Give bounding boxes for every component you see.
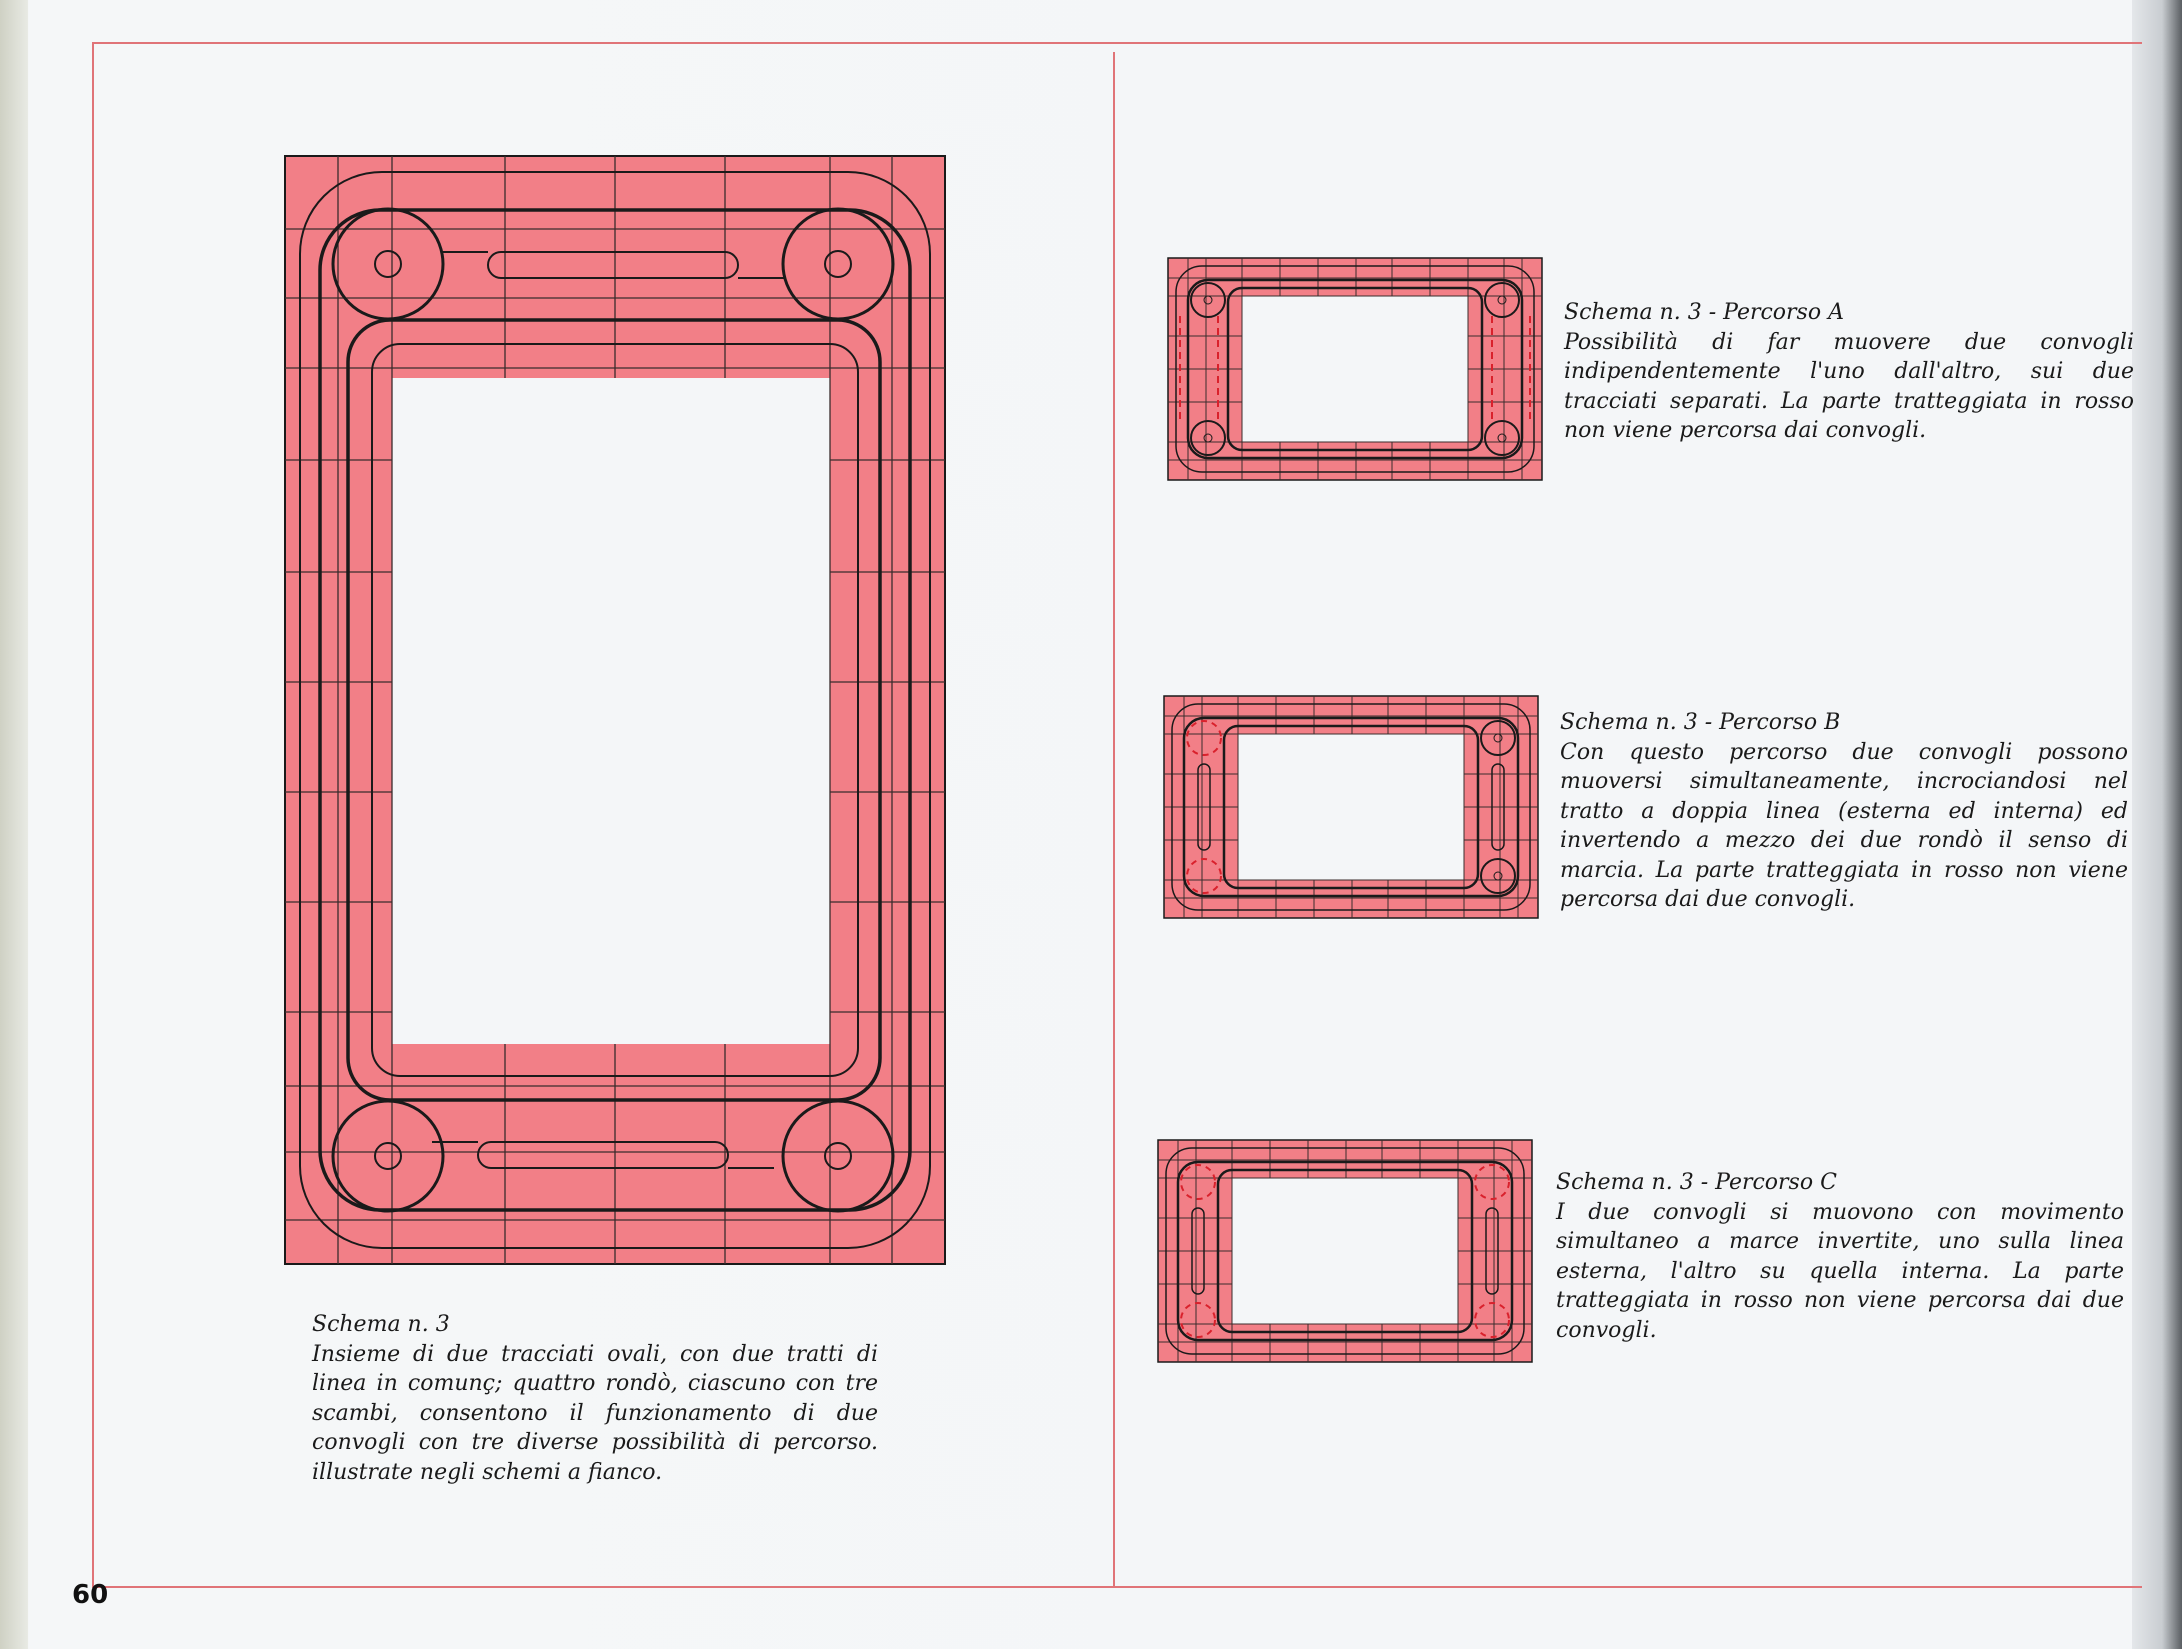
frame-bottom-line — [92, 1586, 2142, 1588]
caption-c-title: Schema n. 3 - Percorso C — [1556, 1170, 1837, 1195]
page-number: 60 — [72, 1580, 109, 1610]
caption-b-body: Con questo percorso due convogli possono muoversi simultaneamente, incrociandosi nel tratto a doppia linea (esterna ed interna) ed invertendo a mezzo dei due rondò il senso di marcia. La parte tratteggiata in rosso non viene percorsa dai due convogli. — [1560, 739, 2128, 912]
frame-left-line — [92, 42, 94, 1588]
frame-top-line — [92, 42, 2142, 44]
main-caption-body: Insieme di due tracciati ovali, con due tratti di linea in comunç; quattro rondò, ciascuno con tre scambi, consentono il funzionamento di due convogli con tre diverse possibilità di percorso. illustrate negli schemi a fianco. — [312, 1341, 878, 1485]
board-center-hole — [392, 378, 830, 1044]
caption-c-body: I due convogli si muovono con movimento simultaneo a marce invertite, uno sulla linea esterna, l'altro su quella interna. La parte tratteggiata in rosso non viene percorsa dai due convogli. — [1556, 1199, 2124, 1343]
caption-a-body: Possibilità di far muovere due convogli indipendentemente l'uno dall'altro, sui due tracciati separati. La parte tratteggiata in rosso non viene percorsa dai convogli. — [1564, 329, 2134, 443]
caption-a-title: Schema n. 3 - Percorso A — [1564, 300, 1844, 325]
caption-percorso-a — [1564, 298, 2134, 446]
diagram-percorso-a — [1166, 256, 1544, 482]
main-caption-title: Schema n. 3 — [312, 1312, 450, 1337]
diagram-percorso-b — [1162, 694, 1540, 920]
board-center-hole — [1242, 296, 1468, 442]
caption-b-title: Schema n. 3 - Percorso B — [1560, 710, 1841, 735]
book-binding-left — [0, 0, 28, 1649]
caption-percorso-b — [1560, 708, 2128, 915]
book-spine-right — [2132, 0, 2182, 1649]
caption-percorso-c — [1556, 1168, 2124, 1345]
frame-center-line — [1113, 52, 1115, 1586]
main-caption — [312, 1310, 878, 1487]
main-track-diagram — [270, 152, 950, 1268]
diagram-percorso-c — [1156, 1138, 1534, 1364]
board-center-hole — [1238, 734, 1464, 880]
board-center-hole — [1232, 1178, 1458, 1324]
